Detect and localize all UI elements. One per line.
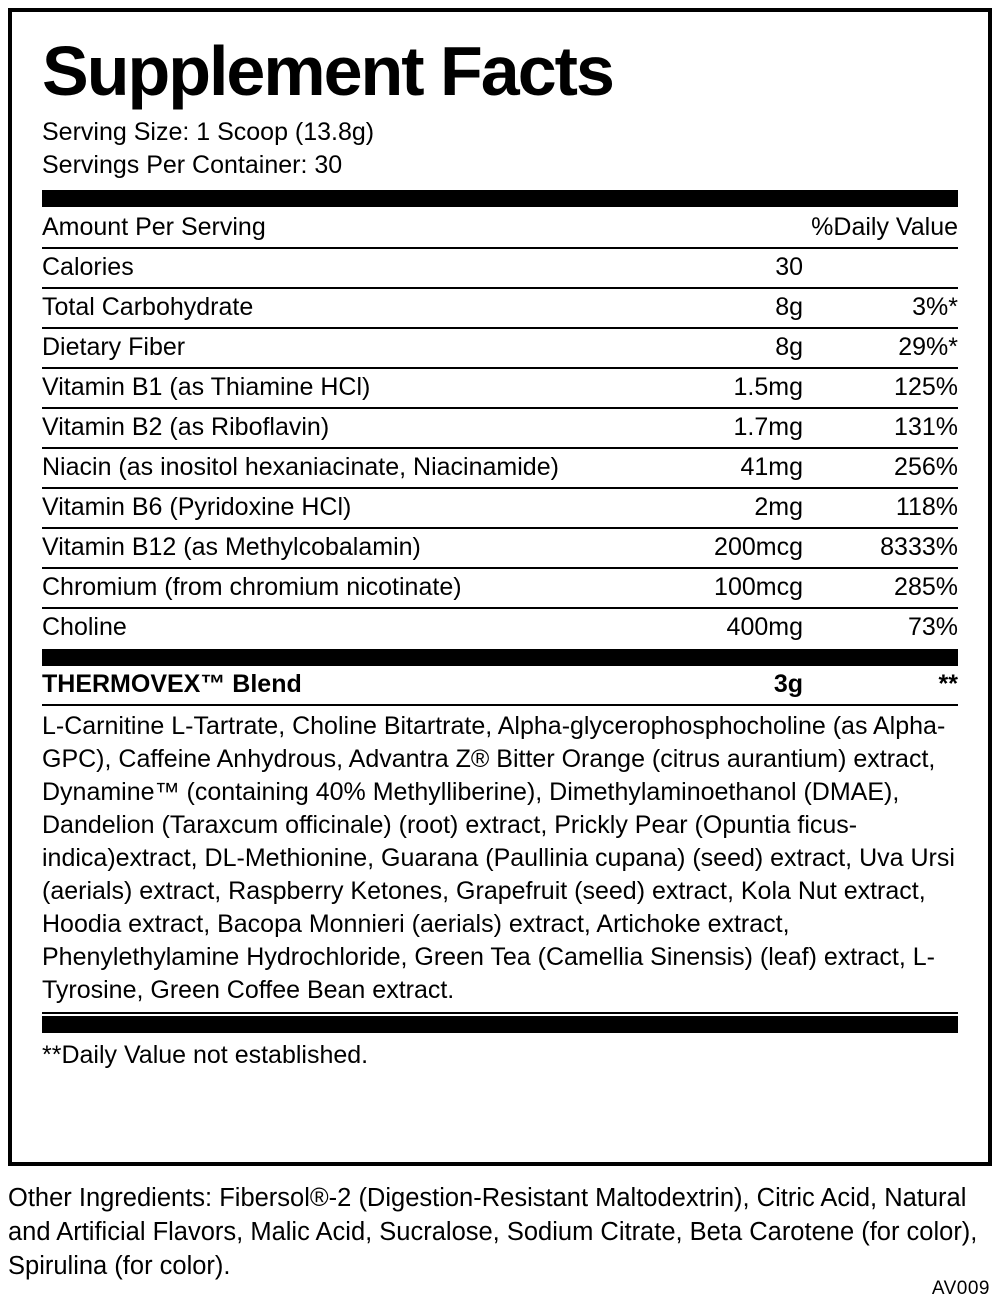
table-row — [42, 488, 958, 528]
nutrient-amount: 200mcg — [603, 528, 803, 568]
blend-header-row — [42, 666, 958, 705]
table-row — [42, 528, 958, 568]
nutrient-amount: 400mg — [726, 613, 803, 641]
blend-amount: 3g — [603, 666, 803, 705]
table-row — [42, 608, 958, 647]
serving-size-text: Serving Size: 1 Scoop (13.8g) — [42, 118, 375, 146]
table-row — [42, 328, 958, 368]
nutrient-daily-value: 285% — [803, 568, 958, 608]
nutrient-name: Dietary Fiber — [42, 328, 603, 368]
nutrient-daily-value: 118% — [803, 488, 958, 528]
table-row — [42, 288, 958, 328]
nutrient-daily-value: 131% — [803, 408, 958, 448]
nutrient-amount: 100mcg — [603, 568, 803, 608]
nutrient-daily-value: 125% — [803, 368, 958, 408]
nutrient-name: Vitamin B6 (Pyridoxine HCl) — [42, 488, 603, 528]
blend-ingredients: L-Carnitine L-Tartrate, Choline Bitartrate, Alpha-glycerophosphocholine (as Alpha-GPC), Caffeine Anhydrous, Advantra Z® Bitter Orange (citrus aurantium) extract, Dynamine™ (containing 40% Methylliberine), Dimethylaminoethanol (DMAE), Dandelion (Taraxcum officinale) (root) extract, Prickly Pear (Opuntia ficus-indica)extract, DL-Methionine, Guarana (Paullinia cupana) (seed) extract, Uva Ursi (aerials) extract, Raspberry Ketones, Grapefruit (seed) extract, Kola Nut extract, Hoodia extract, Bacopa Monnieri (aerials) extract, Artichoke extract, Phenylethylamine Hydrochloride, Green Tea (Camellia Sinensis) (leaf) extract, L-Tyrosine, Green Coffee Bean extract. — [42, 705, 958, 1013]
nutrient-daily-value: 3%* — [803, 288, 958, 328]
supplement-facts-panel — [8, 8, 992, 1166]
daily-value-footnote: **Daily Value not established. — [42, 1041, 369, 1069]
nutrient-daily-value — [803, 248, 958, 288]
servings-per-container-text: Servings Per Container: 30 — [42, 151, 343, 179]
nutrient-name: Total Carbohydrate — [42, 288, 603, 328]
nutrient-name: Vitamin B2 (as Riboflavin) — [42, 408, 603, 448]
blend-name: THERMOVEX™ Blend — [42, 666, 603, 705]
column-header-amount: Amount Per Serving — [42, 207, 603, 248]
table-row — [42, 568, 958, 608]
product-code: AV009 — [931, 1278, 990, 1299]
table-row — [42, 448, 958, 488]
table-row — [42, 248, 958, 288]
nutrient-amount: 1.5mg — [603, 368, 803, 408]
nutrient-amount: 1.7mg — [603, 408, 803, 448]
divider-thick-top — [42, 190, 958, 207]
nutrient-daily-value: 29%* — [803, 328, 958, 368]
nutrient-name: Chromium (from chromium nicotinate) — [42, 568, 603, 608]
nutrition-table — [42, 207, 958, 647]
table-header-row — [42, 207, 958, 248]
column-header-spacer — [603, 207, 803, 248]
nutrient-amount: 41mg — [603, 448, 803, 488]
blend-daily-value: ** — [803, 666, 958, 705]
nutrient-daily-value: 256% — [803, 448, 958, 488]
nutrient-name: Choline — [42, 613, 127, 641]
divider-thick-bottom — [42, 1016, 958, 1033]
nutrient-name: Vitamin B1 (as Thiamine HCl) — [42, 368, 603, 408]
nutrient-amount: 2mg — [603, 488, 803, 528]
nutrient-amount: 30 — [603, 248, 803, 288]
nutrient-amount: 8g — [603, 328, 803, 368]
table-row — [42, 368, 958, 408]
divider-thick-blend — [42, 649, 958, 666]
blend-ingredients-row — [42, 705, 958, 1013]
nutrient-daily-value: 8333% — [803, 528, 958, 568]
nutrient-name: Vitamin B12 (as Methylcobalamin) — [42, 528, 603, 568]
blend-table — [42, 666, 958, 1014]
column-header-daily-value: %Daily Value — [803, 207, 958, 248]
nutrient-name: Calories — [42, 248, 603, 288]
page-title: Supplement Facts — [42, 32, 613, 110]
table-row — [42, 408, 958, 448]
nutrient-name: Niacin (as inositol hexaniacinate, Niacinamide) — [42, 448, 603, 488]
nutrient-daily-value: 73% — [907, 613, 958, 641]
nutrient-amount: 8g — [603, 288, 803, 328]
other-ingredients-text: Other Ingredients: Fibersol®-2 (Digestion-Resistant Maltodextrin), Citric Acid, Natural and Artificial Flavors, Malic Acid, Sucralose, Sodium Citrate, Beta Carotene (for color), Spirulina (for color). — [8, 1184, 978, 1280]
